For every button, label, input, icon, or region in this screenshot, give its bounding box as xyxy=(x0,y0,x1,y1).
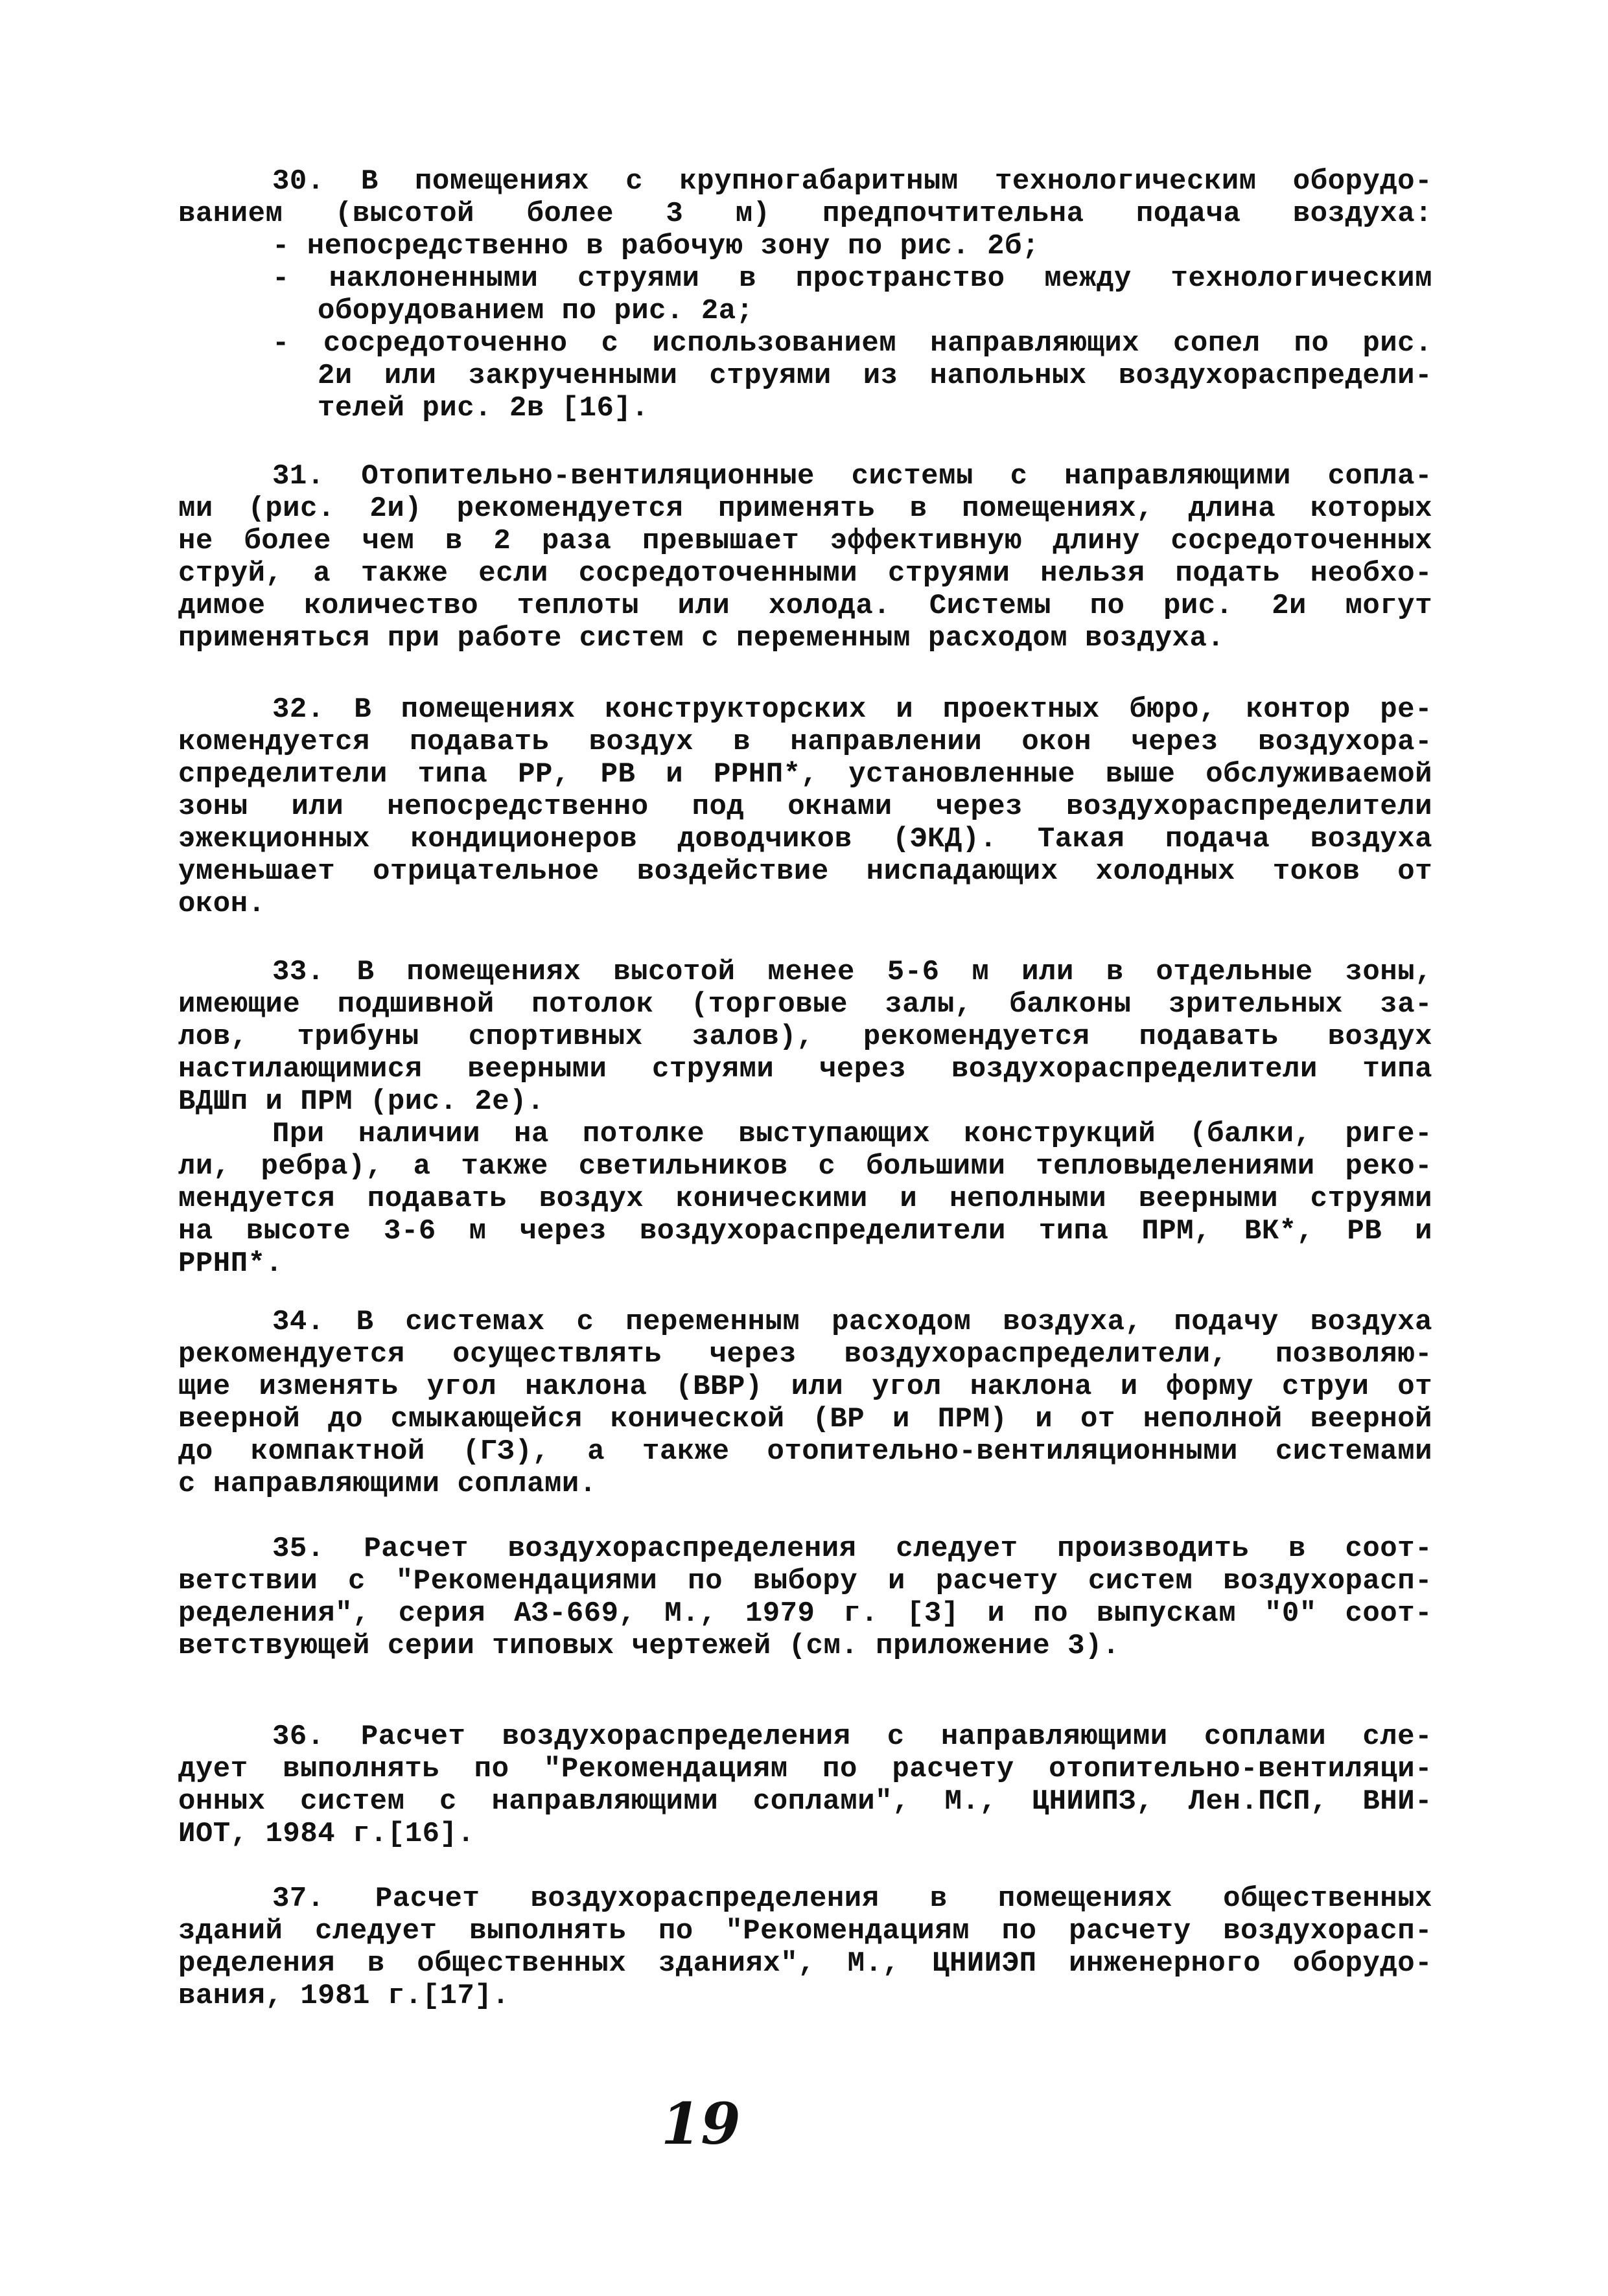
paragraph-33-line-3: лов, трибуны спортивных залов), рекомендуется подавать воздух xyxy=(178,1021,1432,1053)
paragraph-33-line-2: имеющие подшивной потолок (торговые залы, балконы зрительных за- xyxy=(178,988,1432,1021)
paragraph-32-line-7: окон. xyxy=(178,888,266,920)
paragraph-33-line-6: При наличии на потолке выступающих конструкций (балки, риге- xyxy=(272,1118,1432,1150)
paragraph-34-line-2: рекомендуется осуществлять через воздухораспределители, позволяю- xyxy=(178,1338,1432,1371)
paragraph-33-line-5: ВДШп и ПРМ (рис. 2е). xyxy=(178,1085,544,1118)
paragraph-30-line-5: оборудованием по рис. 2а; xyxy=(318,295,754,327)
paragraph-34-line-3: щие изменять угол наклона (ВВР) или угол наклона и форму струи от xyxy=(178,1371,1432,1403)
paragraph-32-line-5: эжекционных кондиционеров доводчиков (ЭКД). Такая подача воздуха xyxy=(178,823,1432,855)
paragraph-32-line-1: 32. В помещениях конструкторских и проектных бюро, контор ре- xyxy=(272,693,1432,726)
paragraph-31-line-1: 31. Отопительно-вентиляционные системы с направляющими сопла- xyxy=(272,460,1432,493)
paragraph-32-line-3: спределители типа РР, РВ и РРНП*, установленные выше обслуживаемой xyxy=(178,758,1432,791)
paragraph-30-line-4: - наклоненными струями в пространство между технологическим xyxy=(272,262,1432,295)
paragraph-30-line-1: 30. В помещениях с крупногабаритным технологическим оборудо- xyxy=(272,165,1432,198)
paragraph-33-line-7: ли, ребра), а также светильников с большими тепловыделениями реко- xyxy=(178,1150,1432,1183)
paragraph-36-line-1: 36. Расчет воздухораспределения с направляющими соплами сле- xyxy=(272,1721,1432,1753)
paragraph-31-line-4: струй, а также если сосредоточенными струями нельзя подать необхо- xyxy=(178,557,1432,590)
paragraph-32-line-2: комендуется подавать воздух в направлении окон через воздухора- xyxy=(178,726,1432,758)
paragraph-36-line-4: ИОТ, 1984 г.[16]. xyxy=(178,1818,475,1850)
paragraph-34-line-6: с направляющими соплами. xyxy=(178,1468,597,1500)
paragraph-33-line-4: настилающимися веерными струями через воздухораспределители типа xyxy=(178,1053,1432,1085)
paragraph-34-line-4: веерной до смыкающейся конической (ВР и ПРМ) и от неполной веерной xyxy=(178,1403,1432,1435)
paragraph-37-line-1: 37. Расчет воздухораспределения в помещениях общественных xyxy=(272,1883,1432,1915)
paragraph-35-line-1: 35. Расчет воздухораспределения следует производить в соот- xyxy=(272,1533,1432,1565)
paragraph-34-line-1: 34. В системах с переменным расходом воздуха, подачу воздуха xyxy=(272,1306,1432,1338)
paragraph-32-line-4: зоны или непосредственно под окнами через воздухораспределители xyxy=(178,791,1432,823)
paragraph-30-line-6: - сосредоточенно с использованием направляющих сопел по рис. xyxy=(272,327,1432,360)
paragraph-35-line-3: ределения", серия АЗ-669, М., 1979 г. [3] и по выпускам "0" соот- xyxy=(178,1597,1432,1630)
paragraph-32-line-6: уменьшает отрицательное воздействие ниспадающих холодных токов от xyxy=(178,855,1432,888)
paragraph-31-line-3: не более чем в 2 раза превышает эффективную длину сосредоточенных xyxy=(178,525,1432,557)
paragraph-31-line-2: ми (рис. 2и) рекомендуется применять в помещениях, длина которых xyxy=(178,493,1432,525)
page-number: 19 xyxy=(661,2090,741,2157)
paragraph-30-line-7: 2и или закрученными струями из напольных воздухораспредели- xyxy=(318,360,1432,392)
paragraph-33-line-1: 33. В помещениях высотой менее 5-6 м или в отдельные зоны, xyxy=(272,956,1432,988)
paragraph-36-line-2: дует выполнять по "Рекомендациям по расчету отопительно-вентиляци- xyxy=(178,1753,1432,1785)
paragraph-30-line-8: телей рис. 2в [16]. xyxy=(318,392,649,424)
paragraph-31-line-5: димое количество теплоты или холода. Системы по рис. 2и могут xyxy=(178,590,1432,622)
paragraph-37-line-4: вания, 1981 г.[17]. xyxy=(178,1980,510,2012)
paragraph-37-line-3: ределения в общественных зданиях", М., ЦНИИЭП инженерного оборудо- xyxy=(178,1947,1432,1980)
paragraph-34-line-5: до компактной (ГЗ), а также отопительно-вентиляционными системами xyxy=(178,1435,1432,1468)
paragraph-36-line-3: онных систем с направляющими соплами", М., ЦНИИПЗ, Лен.ПСП, ВНИ- xyxy=(178,1785,1432,1818)
paragraph-30-line-3: - непосредственно в рабочую зону по рис. 2б; xyxy=(272,230,1040,262)
paragraph-30-line-2: ванием (высотой более 3 м) предпочтительна подача воздуха: xyxy=(178,198,1432,230)
paragraph-35-line-2: ветствии с "Рекомендациями по выбору и расчету систем воздухорасп- xyxy=(178,1565,1432,1597)
paragraph-37-line-2: зданий следует выполнять по "Рекомендациям по расчету воздухорасп- xyxy=(178,1915,1432,1947)
paragraph-33-line-10: РРНП*. xyxy=(178,1247,283,1280)
paragraph-33-line-8: мендуется подавать воздух коническими и неполными веерными струями xyxy=(178,1183,1432,1215)
paragraph-33-line-9: на высоте 3-6 м через воздухораспределители типа ПРМ, ВК*, РВ и xyxy=(178,1215,1432,1247)
paragraph-31-line-6: применяться при работе систем с переменным расходом воздуха. xyxy=(178,622,1225,655)
paragraph-35-line-4: ветствующей серии типовых чертежей (см. приложение 3). xyxy=(178,1630,1120,1662)
